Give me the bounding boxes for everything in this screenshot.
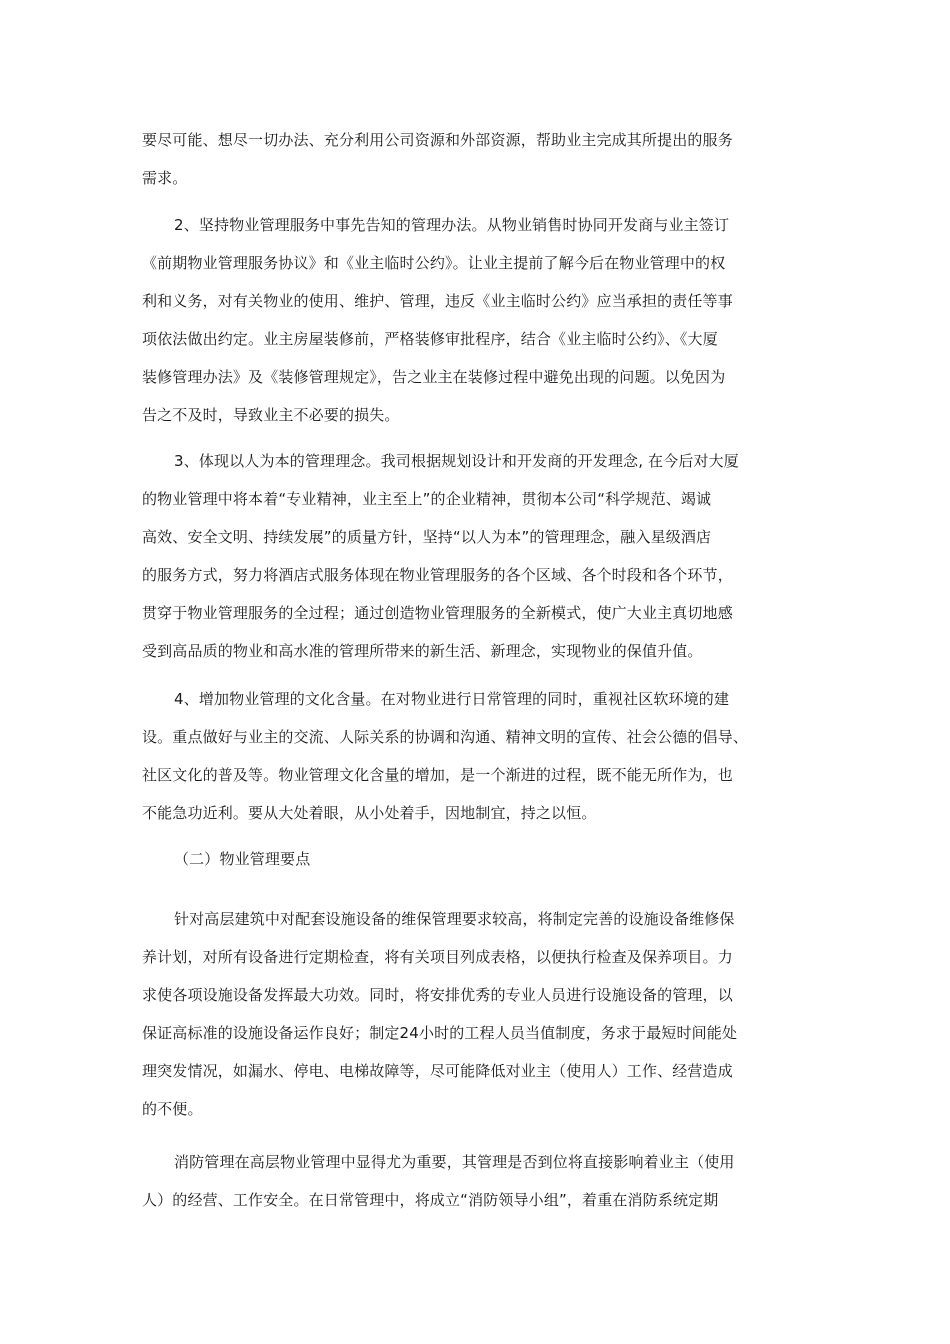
text-line: 装修管理办法》及《装修管理规定》，告之业主在装修过程中避免出现的问题。以免因为 [142,368,726,386]
section-heading [142,840,822,878]
paragraph-facility-maintenance [142,900,822,1128]
text-line: 要尽可能、想尽一切办法、充分利用公司资源和外部资源，帮助业主完成其所提出的服务 [142,131,733,149]
text-line: 告之不及时，导致业主不必要的损失。 [142,406,400,424]
text-line: 社区文化的普及等。物业管理文化含量的增加，是一个渐进的过程，既不能无所作为，也 [142,766,733,784]
paragraph-service-needs [142,121,822,197]
paragraph-item-4 [142,680,822,832]
text-line: 利和义务，对有关物业的使用、维护、管理，违反《业主临时公约》应当承担的责任等事 [142,292,733,310]
text-line: 针对高层建筑中对配套设施设备的维保管理要求较高，将制定完善的设施设备维修保 [174,910,735,928]
text-line: 的物业管理中将本着“专业精神，业主至上”的企业精神，贯彻本公司“科学规范、竭诚 [142,490,712,508]
text-line: 的不便。 [142,1100,203,1118]
text-line: 2、坚持物业管理服务中事先告知的管理办法。从物业销售时协同开发商与业主签订 [174,216,730,234]
text-line: 设。重点做好与业主的交流、人际关系的协调和沟通、精神文明的宣传、社会公德的倡导、 [142,728,749,746]
paragraph-item-2 [142,206,822,434]
text-line: 人）的经营、工作安全。在日常管理中，将成立“消防领导小组”，着重在消防系统定期 [142,1191,719,1209]
text-line: 消防管理在高层物业管理中显得尤为重要，其管理是否到位将直接影响着业主（使用 [174,1153,735,1171]
text-line: 求使各项设施设备发挥最大功效。同时，将安排优秀的专业人员进行设施设备的管理，以 [142,986,733,1004]
text-line: 需求。 [142,169,188,187]
paragraph-fire-safety [142,1143,822,1219]
text-line: 高效、安全文明、持续发展”的质量方针，坚持“以人为本”的管理理念，融入星级酒店 [142,528,712,546]
text-line: 不能急功近利。要从大处着眼，从小处着手，因地制宜，持之以恒。 [142,804,597,822]
text-line: 《前期物业管理服务协议》和《业主临时公约》。让业主提前了解今后在物业管理中的权 [142,254,726,272]
text-line: 4、增加物业管理的文化含量。在对物业进行日常管理的同时，重视社区软环境的建 [174,690,730,708]
text-line: 养计划，对所有设备进行定期检查，将有关项目列成表格，以便执行检查及保养项目。力 [142,948,733,966]
paragraph-item-3 [142,442,822,670]
text-line: 的服务方式，努力将酒店式服务体现在物业管理服务的各个区域、各个时段和各个环节， [142,566,733,584]
text-line: 贯穿于物业管理服务的全过程；通过创造物业管理服务的全新模式，使广大业主真切地感 [142,604,733,622]
text-line: 理突发情况，如漏水、停电、电梯故障等，尽可能降低对业主（使用人）工作、经营造成 [142,1062,733,1080]
section-heading-text: （二）物业管理要点 [174,850,311,868]
text-line: 3、体现以人为本的管理理念。我司根据规划设计和开发商的开发理念, 在今后对大厦 [174,452,739,470]
text-line: 保证高标准的设施设备运作良好；制定24小时的工程人员当值制度，务求于最短时间能处 [142,1024,738,1042]
text-line: 项依法做出约定。业主房屋装修前，严格装修审批程序，结合《业主临时公约》、《大厦 [142,330,718,348]
text-line: 受到高品质的物业和高水准的管理所带来的新生活、新理念，实现物业的保值升值。 [142,642,703,660]
